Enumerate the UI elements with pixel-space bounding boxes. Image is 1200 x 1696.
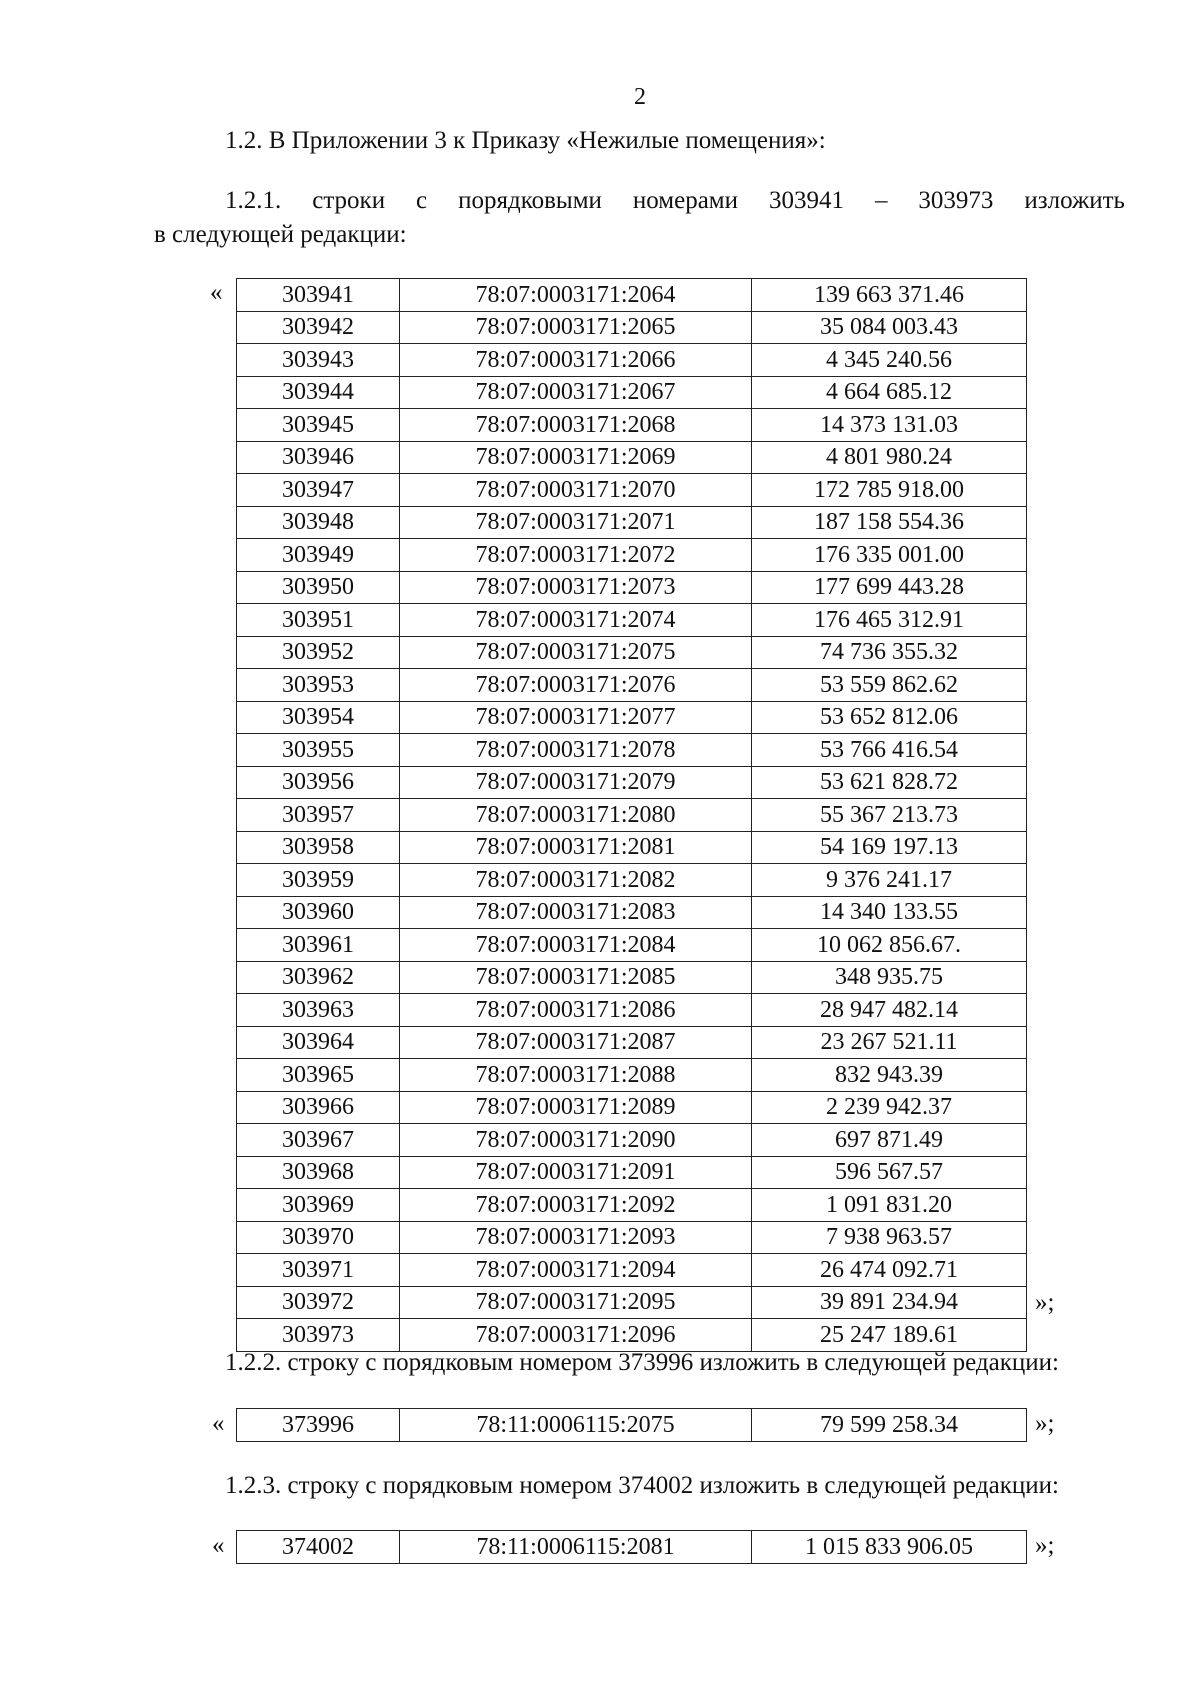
row-number-cell: 303951 [237,604,400,637]
value-cell: 28 947 482.14 [752,994,1027,1027]
value-cell: 25 247 189.61 [752,1319,1027,1352]
cadastral-number-cell: 78:07:0003171:2095 [400,1286,752,1319]
section-1-2-heading: 1.2. В Приложении 3 к Приказу «Нежилые помещения»: [225,127,826,154]
row-number-cell: 303961 [237,929,400,962]
cadastral-number-cell: 78:07:0003171:2089 [400,1091,752,1124]
section-1-2-1-word: 303973 [918,187,994,214]
row-number-cell: 373996 [237,1409,400,1442]
row-number-cell: 303954 [237,701,400,734]
row-number-cell: 303943 [237,344,400,377]
cadastral-number-cell: 78:07:0003171:2093 [400,1221,752,1254]
table-row [237,474,1027,507]
value-cell: 4 345 240.56 [752,344,1027,377]
table-row [237,864,1027,897]
value-cell: 14 340 133.55 [752,896,1027,929]
value-cell: 14 373 131.03 [752,409,1027,442]
value-cell: 35 084 003.43 [752,311,1027,344]
row-number-cell: 303948 [237,506,400,539]
table-row [237,896,1027,929]
table-row [237,1156,1027,1189]
value-cell: 10 062 856.67. [752,929,1027,962]
row-number-cell: 303949 [237,539,400,572]
cadastral-number-cell: 78:07:0003171:2080 [400,799,752,832]
section-1-2-2-text: 1.2.2. строку с порядковым номером 373996 изложить в следующей редакции: [225,1349,1059,1376]
table-row [237,961,1027,994]
table-row [237,279,1027,312]
table-row [237,994,1027,1027]
section-1-2-1-word: строки [312,187,386,214]
cadastral-number-cell: 78:07:0003171:2084 [400,929,752,962]
cadastral-number-cell: 78:07:0003171:2087 [400,1026,752,1059]
value-cell: 23 267 521.11 [752,1026,1027,1059]
cadastral-number-cell: 78:07:0003171:2094 [400,1254,752,1287]
table-row [237,929,1027,962]
row-number-cell: 303950 [237,571,400,604]
table-row [237,636,1027,669]
cadastral-number-cell: 78:07:0003171:2068 [400,409,752,442]
cadastral-number-cell: 78:07:0003171:2079 [400,766,752,799]
value-cell: 172 785 918.00 [752,474,1027,507]
table-row [237,506,1027,539]
table-row [237,1059,1027,1092]
opening-quote-mark: « [212,1410,225,1437]
value-cell: 79 599 258.34 [752,1409,1027,1442]
value-cell: 697 871.49 [752,1124,1027,1157]
table-row-373996 [236,1408,1027,1442]
table-row [237,799,1027,832]
row-number-cell: 303968 [237,1156,400,1189]
value-cell: 177 699 443.28 [752,571,1027,604]
row-number-cell: 303963 [237,994,400,1027]
row-number-cell: 303958 [237,831,400,864]
cadastral-number-cell: 78:07:0003171:2066 [400,344,752,377]
table-row [237,344,1027,377]
table-row [237,1091,1027,1124]
row-number-cell: 303952 [237,636,400,669]
section-1-2-1-line-2: в следующей редакции: [154,221,407,248]
value-cell: 2 239 942.37 [752,1091,1027,1124]
table-row-374002 [236,1530,1027,1564]
section-1-2-1-line-1 [225,184,1125,218]
row-number-cell: 303946 [237,441,400,474]
value-cell: 4 801 980.24 [752,441,1027,474]
cadastral-number-cell: 78:07:0003171:2071 [400,506,752,539]
table-row [237,1531,1027,1564]
section-1-2-1-word: – [874,187,888,214]
cadastral-number-cell: 78:07:0003171:2070 [400,474,752,507]
section-1-2-1-word: 303941 [768,187,844,214]
row-number-cell: 303973 [237,1319,400,1352]
row-number-cell: 303955 [237,734,400,767]
table-row [237,571,1027,604]
value-cell: 176 465 312.91 [752,604,1027,637]
row-number-cell: 303957 [237,799,400,832]
table-row [237,539,1027,572]
value-cell: 53 652 812.06 [752,701,1027,734]
value-cell: 187 158 554.36 [752,506,1027,539]
cadastral-number-cell: 78:07:0003171:2083 [400,896,752,929]
row-number-cell: 303970 [237,1221,400,1254]
row-number-cell: 303944 [237,376,400,409]
row-number-cell: 303947 [237,474,400,507]
table-row [237,1286,1027,1319]
value-cell: 55 367 213.73 [752,799,1027,832]
table-row [237,734,1027,767]
table-row [237,376,1027,409]
cadastral-number-cell: 78:07:0003171:2072 [400,539,752,572]
value-cell: 74 736 355.32 [752,636,1027,669]
cadastral-number-cell: 78:07:0003171:2096 [400,1319,752,1352]
value-cell: 39 891 234.94 [752,1286,1027,1319]
table-row [237,1409,1027,1442]
row-number-cell: 303969 [237,1189,400,1222]
table-row [237,311,1027,344]
page-number: 2 [634,84,646,110]
value-cell: 348 935.75 [752,961,1027,994]
value-cell: 1 015 833 906.05 [752,1531,1027,1564]
value-cell: 1 091 831.20 [752,1189,1027,1222]
row-number-cell: 303953 [237,669,400,702]
row-number-cell: 303941 [237,279,400,312]
row-number-cell: 303945 [237,409,400,442]
cadastral-number-cell: 78:07:0003171:2086 [400,994,752,1027]
row-number-cell: 303967 [237,1124,400,1157]
closing-quote-mark: »; [1035,1410,1055,1437]
table-row [237,1026,1027,1059]
closing-quote-mark: »; [1035,1289,1055,1316]
table-row [237,604,1027,637]
cadastral-number-cell: 78:07:0003171:2081 [400,831,752,864]
cadastral-number-cell: 78:11:0006115:2075 [400,1409,752,1442]
cadastral-number-cell: 78:07:0003171:2077 [400,701,752,734]
row-number-cell: 303959 [237,864,400,897]
row-number-cell: 303956 [237,766,400,799]
cadastral-number-cell: 78:07:0003171:2075 [400,636,752,669]
value-cell: 53 766 416.54 [752,734,1027,767]
section-1-2-1-word: порядковыми [458,187,602,214]
cadastral-number-cell: 78:07:0003171:2082 [400,864,752,897]
cadastral-number-cell: 78:07:0003171:2064 [400,279,752,312]
value-cell: 7 938 963.57 [752,1221,1027,1254]
cadastral-number-cell: 78:07:0003171:2073 [400,571,752,604]
value-cell: 26 474 092.71 [752,1254,1027,1287]
value-cell: 4 664 685.12 [752,376,1027,409]
value-cell: 53 621 828.72 [752,766,1027,799]
cadastral-number-cell: 78:07:0003171:2078 [400,734,752,767]
cadastral-number-cell: 78:11:0006115:2081 [400,1531,752,1564]
section-1-2-1-word: номерами [632,187,738,214]
section-1-2-1-word: изложить [1024,187,1125,214]
value-cell: 9 376 241.17 [752,864,1027,897]
section-1-2-1-word: с [416,187,428,214]
table-row [237,831,1027,864]
row-number-cell: 303965 [237,1059,400,1092]
cadastral-number-cell: 78:07:0003171:2090 [400,1124,752,1157]
section-1-2-1-word: 1.2.1. [225,187,282,214]
table-row [237,701,1027,734]
opening-quote-mark: « [210,279,223,306]
main-table [236,278,1027,1352]
table-row [237,441,1027,474]
section-1-2-3-text: 1.2.3. строку с порядковым номером 374002 изложить в следующей редакции: [225,1472,1059,1499]
table-row [237,1254,1027,1287]
table-row [237,1124,1027,1157]
row-number-cell: 303972 [237,1286,400,1319]
cadastral-number-cell: 78:07:0003171:2085 [400,961,752,994]
value-cell: 139 663 371.46 [752,279,1027,312]
value-cell: 53 559 862.62 [752,669,1027,702]
row-number-cell: 303960 [237,896,400,929]
value-cell: 176 335 001.00 [752,539,1027,572]
row-number-cell: 374002 [237,1531,400,1564]
row-number-cell: 303966 [237,1091,400,1124]
value-cell: 54 169 197.13 [752,831,1027,864]
cadastral-number-cell: 78:07:0003171:2074 [400,604,752,637]
table-row [237,669,1027,702]
row-number-cell: 303962 [237,961,400,994]
closing-quote-mark: »; [1035,1532,1055,1559]
table-row [237,1189,1027,1222]
row-number-cell: 303964 [237,1026,400,1059]
cadastral-number-cell: 78:07:0003171:2065 [400,311,752,344]
row-number-cell: 303942 [237,311,400,344]
cadastral-number-cell: 78:07:0003171:2092 [400,1189,752,1222]
cadastral-number-cell: 78:07:0003171:2067 [400,376,752,409]
opening-quote-mark: « [212,1532,225,1559]
table-row [237,766,1027,799]
value-cell: 596 567.57 [752,1156,1027,1189]
cadastral-number-cell: 78:07:0003171:2069 [400,441,752,474]
table-row [237,409,1027,442]
cadastral-number-cell: 78:07:0003171:2076 [400,669,752,702]
table-row [237,1221,1027,1254]
value-cell: 832 943.39 [752,1059,1027,1092]
cadastral-number-cell: 78:07:0003171:2091 [400,1156,752,1189]
cadastral-number-cell: 78:07:0003171:2088 [400,1059,752,1092]
row-number-cell: 303971 [237,1254,400,1287]
